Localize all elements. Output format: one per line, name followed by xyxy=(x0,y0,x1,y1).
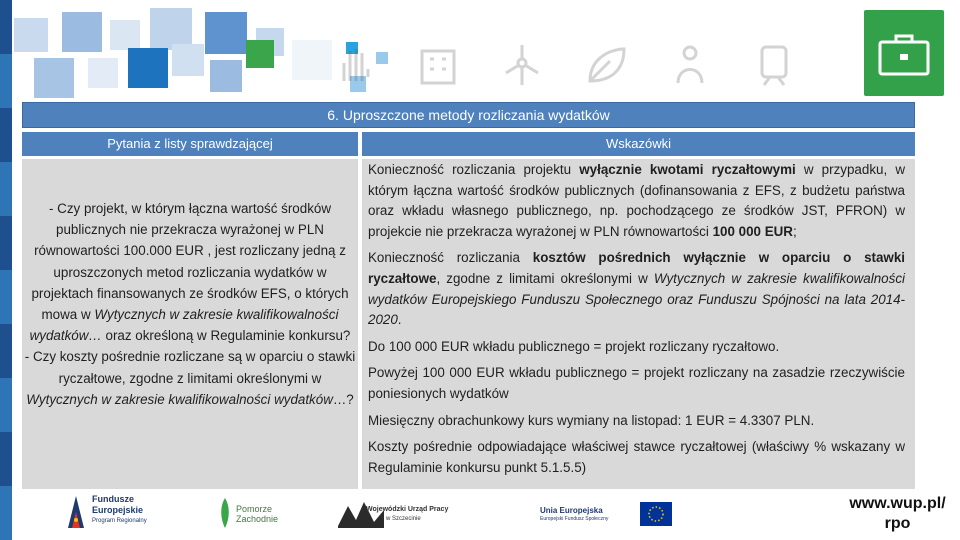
column-header-hints: Wskazówki xyxy=(362,132,915,156)
briefcase-icon xyxy=(878,32,930,76)
logo-unia-europejska: Unia Europejska Europejski Fundusz Społeczny xyxy=(540,492,680,532)
wup-logo-icon xyxy=(336,496,386,532)
hint-indirect-rate: Koszty pośrednie odpowiadające właściwej stawce ryczałtowej (właściwy % wskazany w Regulaminie konkursu punkt 5.1.5.5) xyxy=(368,439,905,475)
hand-icon xyxy=(330,41,378,89)
question-2: - Czy koszty pośrednie rozliczane są w oparciu o stawki ryczałtowe, zgodne z limitami określonymi w Wytycznych w zakresie kwalifikowalności wydatków…? xyxy=(24,349,356,407)
train-icon xyxy=(750,41,798,89)
logo-fundusze-europejskie: Fundusze Europejskie Program Regionalny xyxy=(66,492,166,532)
website-line-1: www.wup.pl/ xyxy=(849,495,946,512)
section-title: 6. Uproszczone metody rozliczania wydatków xyxy=(22,102,915,128)
checklist-questions xyxy=(24,198,356,410)
left-color-strip xyxy=(0,0,12,540)
building-icon xyxy=(414,41,462,89)
pomorze-logo-icon xyxy=(216,496,234,530)
person-icon xyxy=(666,41,714,89)
hints-list xyxy=(368,160,905,484)
turbine-icon xyxy=(498,41,546,89)
hint-indirect-costs: Konieczność rozliczania kosztów pośrednich wyłącznie w oparciu o stawki ryczałtowe, zgodne z limitami określonymi w Wytycznych w zakresie kwalifikowalności wydatków Europejskiego Funduszu Społecznego oraz Funduszu Spójności na lata 2014-2020. xyxy=(368,250,906,328)
hint-exchange-rate: Miesięczny obrachunkowy kurs wymiany na listopad: 1 EUR = 4.3307 PLN. xyxy=(368,412,815,428)
eu-flag-icon xyxy=(640,502,672,526)
question-1: - Czy projekt, w którym łączna wartość środków publicznych nie przekracza wyrażonej w PLN równowartości 100.000 EUR , jest rozliczany jedną z uproszczonych metod rozliczania wydatków w projektach finansowanych ze środków EFS, o których mowa w Wytycznych w zakresie kwalifikowalności wydatków… oraz określoną w Regulaminie konkursu? xyxy=(29,201,351,344)
briefcase-badge xyxy=(864,10,944,96)
website-link[interactable] xyxy=(835,494,960,538)
leaf-icon xyxy=(582,41,630,89)
hint-above-limit: Powyżej 100 000 EUR wkładu publicznego = projekt rozliczany na zasadzie rzeczywiście poniesionych wydatków xyxy=(368,365,905,401)
hint-lump-sum: Konieczność rozliczania projektu wyłącznie kwotami ryczałtowymi w przypadku, w którym łączna wartość środków publicznych (dofinansowania z EFS, z budżetu państwa oraz wkładu własnego publicznego, np. pochodzącego ze środków JST, PFRON) w projekcie nie przekracza wyrażonej w PLN równowartości 100 000 EUR; xyxy=(368,162,905,239)
column-header-questions: Pytania z listy sprawdzającej xyxy=(22,132,358,156)
hint-up-to-limit: Do 100 000 EUR wkładu publicznego = projekt rozliczany ryczałtowo. xyxy=(368,338,780,354)
website-line-2: rpo xyxy=(884,515,911,532)
logo-pomorze-zachodnie: Pomorze Zachodnie xyxy=(216,492,296,532)
logo-wup-szczecin: Wojewódzki Urząd Pracy w Szczecinie xyxy=(336,492,486,532)
theme-icons-strip xyxy=(330,30,850,100)
fe-logo-icon xyxy=(66,494,86,530)
footer-logos xyxy=(60,492,760,536)
